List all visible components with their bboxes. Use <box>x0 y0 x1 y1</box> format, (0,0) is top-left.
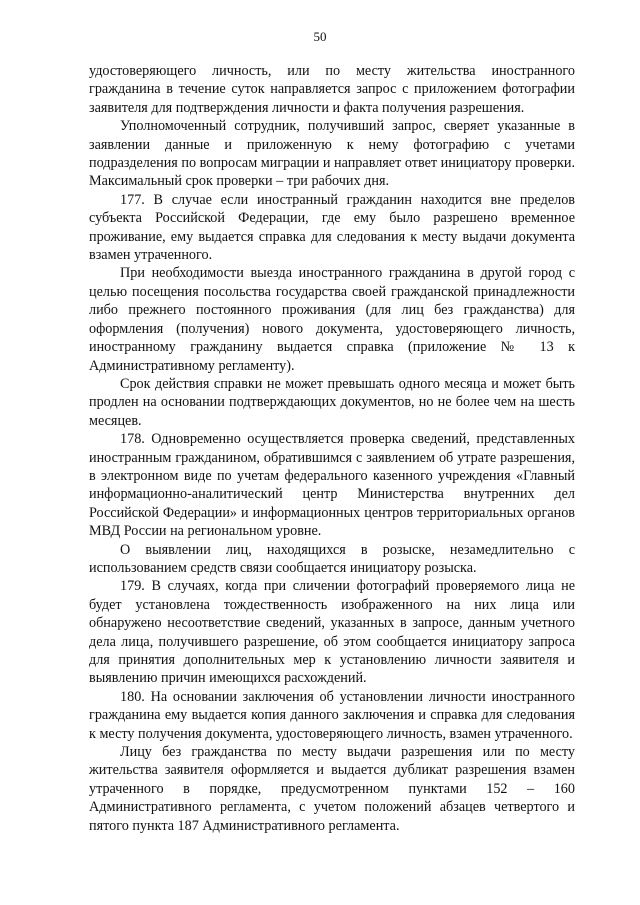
paragraph-6: 178. Одновременно осуществляется проверка сведений, представленных иностранным гражданином, обратившимся с заявлением об утрате разрешения, в электронном виде по учетам федерального казенного учреждения «Главный информационно-аналитический центр Министерства внутренних дел Российской Федерации» и информационных центров территориальных органов МВД России на региональном уровне. <box>89 431 575 540</box>
paragraph-4: При необходимости выезда иностранного гражданина в другой город с целью посещения посольства государства своей гражданской принадлежности либо прежнего постоянного проживания (для лиц без гражданства) для оформления (получения) нового документа, удостоверяющего личность, иностранному гражданину выдается справка (приложение № 13 к Административному регламенту). <box>89 265 575 374</box>
paragraph-5: Срок действия справки не может превышать одного месяца и может быть продлен на основании подтверждающих документов, но не более чем на шесть месяцев. <box>89 375 575 429</box>
paragraph-10: Лицу без гражданства по месту выдачи разрешения или по месту жительства заявителя оформляется и выдается дубликат разрешения взамен утраченного в порядке, предусмотренном пунктами 152 – 160 Административного регламента, с учетом положений абзацев четвертого и пятого пункта 187 Административного регламента. <box>89 744 575 834</box>
paragraph-2: Уполномоченный сотрудник, получивший запрос, сверяет указанные в заявлении данные и приложенную к нему фотографию с учетами подразделения по вопросам миграции и направляет ответ инициатору проверки. Максимальный срок проверки – три рабочих дня. <box>89 118 575 190</box>
paragraph-3: 177. В случае если иностранный гражданин находится вне пределов субъекта Российской Федерации, где ему было разрешено временное проживание, ему выдается справка для следования к месту выдачи документа взамен утраченного. <box>89 191 575 264</box>
paragraph-9: 180. На основании заключения об установлении личности иностранного гражданина ему выдается копия данного заключения и справка для следования к месту получения документа, удостоверяющего личность, взамен утраченного. <box>89 688 575 742</box>
document-body <box>89 62 575 835</box>
paragraph-8: 179. В случаях, когда при сличении фотографий проверяемого лица не будет установлена тождественность изображенного на них лица или обнаружено несоответствие сведений, указанных в запросе, данным учетного дела лица, получившего разрешение, об этом сообщается инициатору запроса для принятия дополнительных мер к установлению личности заявителя и выявлению причин имеющихся расхождений. <box>89 578 575 687</box>
page-number: 50 <box>313 29 327 44</box>
paragraph-7: О выявлении лиц, находящихся в розыске, незамедлительно с использованием средств связи сообщается инициатору розыска. <box>89 541 575 576</box>
paragraph-1: удостоверяющего личность, или по месту жительства иностранного гражданина в течение суток направляется запрос с приложением фотографии заявителя для подтверждения личности и факта получения разрешения. <box>89 63 575 116</box>
